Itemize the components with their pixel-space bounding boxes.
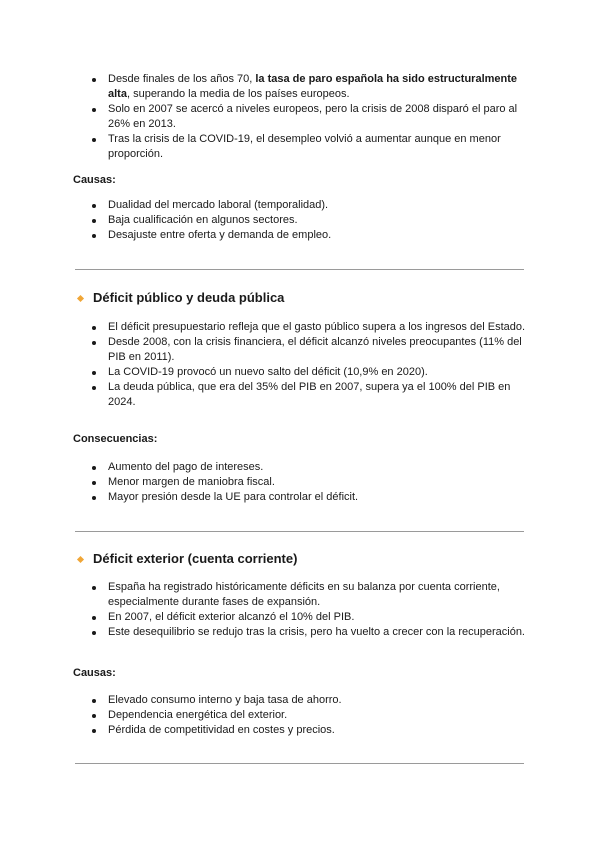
list-item: Dependencia energética del exterior. <box>108 708 528 723</box>
list-item: Menor margen de maniobra fiscal. <box>108 475 528 490</box>
section-divider <box>75 763 524 764</box>
list-item: Desajuste entre oferta y demanda de empleo. <box>108 228 528 243</box>
list-item: España ha registrado históricamente déficits en su balanza por cuenta corriente, especialmente durante fases de expansión. <box>108 580 528 610</box>
external-deficit-bullet-list <box>108 580 528 640</box>
list-item: Desde 2008, con la crisis financiera, el déficit alcanzó niveles preocupantes (11% del PIB en 2011). <box>108 335 528 365</box>
list-item: Baja cualificación en algunos sectores. <box>108 213 528 228</box>
heading-text: Déficit exterior (cuenta corriente) <box>93 551 298 566</box>
list-item: Elevado consumo interno y baja tasa de ahorro. <box>108 693 528 708</box>
causes-list <box>108 198 528 243</box>
consequences-label: Consecuencias: <box>73 433 158 445</box>
section-heading-public-deficit <box>76 290 284 306</box>
list-item: Pérdida de competitividad en costes y precios. <box>108 723 528 738</box>
causes-label: Causas: <box>73 667 116 679</box>
unemployment-bullet-list <box>108 72 528 162</box>
list-item: Mayor presión desde la UE para controlar el déficit. <box>108 490 528 505</box>
section-divider <box>75 531 524 532</box>
list-item: Desde finales de los años 70, la tasa de paro española ha sido estructuralmente alta, superando la media de los países europeos. <box>108 72 528 102</box>
diamond-bullet-icon <box>77 294 84 301</box>
heading-text: Déficit público y deuda pública <box>93 290 285 305</box>
list-item: La deuda pública, que era del 35% del PIB en 2007, supera ya el 100% del PIB en 2024. <box>108 380 528 410</box>
public-deficit-bullet-list <box>108 320 528 410</box>
list-item: Dualidad del mercado laboral (temporalidad). <box>108 198 528 213</box>
list-item: En 2007, el déficit exterior alcanzó el 10% del PIB. <box>108 610 528 625</box>
list-item: Solo en 2007 se acercó a niveles europeos, pero la crisis de 2008 disparó el paro al 26% en 2013. <box>108 102 528 132</box>
section-heading-external-deficit <box>76 551 297 567</box>
list-item: Tras la crisis de la COVID-19, el desempleo volvió a aumentar aunque en menor proporción. <box>108 132 528 162</box>
list-item: Aumento del pago de intereses. <box>108 460 528 475</box>
causes-list <box>108 693 528 738</box>
consequences-list <box>108 460 528 505</box>
section-divider <box>75 269 524 270</box>
list-item: La COVID-19 provocó un nuevo salto del déficit (10,9% en 2020). <box>108 365 528 380</box>
list-item: El déficit presupuestario refleja que el gasto público supera a los ingresos del Estado. <box>108 320 528 335</box>
list-item: Este desequilibrio se redujo tras la crisis, pero ha vuelto a crecer con la recuperación. <box>108 625 528 640</box>
causes-label: Causas: <box>73 174 116 186</box>
diamond-bullet-icon <box>77 555 84 562</box>
